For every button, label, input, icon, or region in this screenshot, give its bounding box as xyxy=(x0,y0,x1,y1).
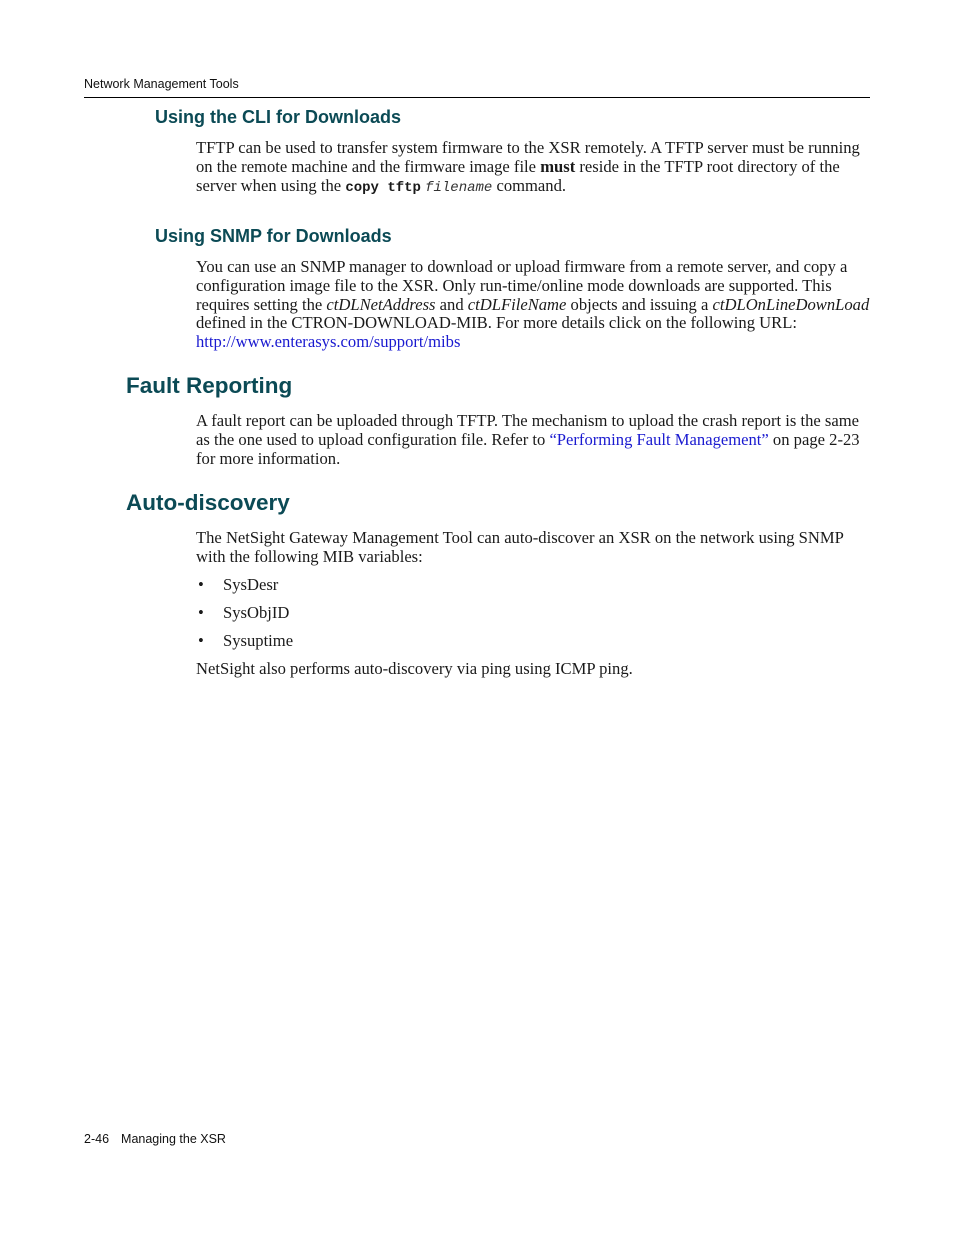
heading-fault-reporting: Fault Reporting xyxy=(126,373,293,398)
emphasis-must: must xyxy=(540,156,576,176)
fault-management-link[interactable]: “Performing Fault Management” xyxy=(549,429,769,449)
page-footer xyxy=(84,1132,226,1146)
text-segment: You can use an SNMP manager to download or upload firmware from a remote server, and copy a configuration image file to the XSR. Only run-time/online mode downloads are supported. This requires setting the xyxy=(196,257,848,314)
header-rule xyxy=(84,97,870,98)
text-segment: and xyxy=(435,294,468,314)
paragraph-snmp-downloads xyxy=(196,258,872,352)
page-number: 2-46 xyxy=(84,1132,110,1146)
heading-snmp-downloads: Using SNMP for Downloads xyxy=(155,226,392,246)
list-item-label: SysObjID xyxy=(223,603,290,622)
list-item-label: SysDesr xyxy=(223,575,279,594)
command-arg-filename: filename xyxy=(425,179,493,196)
text-segment: on page 2-23 for more information. xyxy=(196,429,860,468)
bullet-icon: • xyxy=(198,603,204,622)
command-copy-tftp: copy tftp xyxy=(345,179,421,196)
mibs-url-link[interactable]: http://www.enterasys.com/support/mibs xyxy=(196,332,461,352)
bullet-icon: • xyxy=(198,575,204,594)
text-segment: reside in the TFTP root directory of the server when using the xyxy=(196,156,840,195)
object-ctdlfilename: ctDLFileName xyxy=(467,294,567,314)
paragraph-fault-reporting xyxy=(196,412,872,468)
list-item-label: Sysuptime xyxy=(223,631,294,650)
heading-auto-discovery: Auto-discovery xyxy=(126,490,290,515)
chapter-title: Managing the XSR xyxy=(121,1132,226,1146)
paragraph-auto-discovery-ping: NetSight also performs auto-discovery via ping using ICMP ping. xyxy=(196,659,633,678)
object-ctdlnetaddress: ctDLNetAddress xyxy=(326,294,436,314)
object-ctdlonlinedownload: ctDLOnLineDownLoad xyxy=(712,294,870,314)
paragraph-auto-discovery-intro: The NetSight Gateway Management Tool can auto-discover an XSR on the network using SNMP with the following MIB variables: xyxy=(196,528,844,566)
text-segment: command. xyxy=(492,175,567,195)
text-segment: A fault report can be uploaded through TFTP. The mechanism to upload the crash report is the same as the one used to upload configuration file. Refer to xyxy=(196,411,859,449)
text-segment: defined in the CTRON-DOWNLOAD-MIB. For more details click on the following URL: xyxy=(196,313,797,333)
text-segment: TFTP can be used to transfer system firmware to the XSR remotely. A TFTP server must be running on the remote machine and the firmware image file xyxy=(196,138,860,176)
bullet-icon: • xyxy=(198,631,204,650)
text-segment: objects and issuing a xyxy=(566,294,713,314)
paragraph-cli-downloads xyxy=(196,139,872,197)
running-header: Network Management Tools xyxy=(84,77,239,91)
heading-cli-downloads: Using the CLI for Downloads xyxy=(155,107,401,127)
